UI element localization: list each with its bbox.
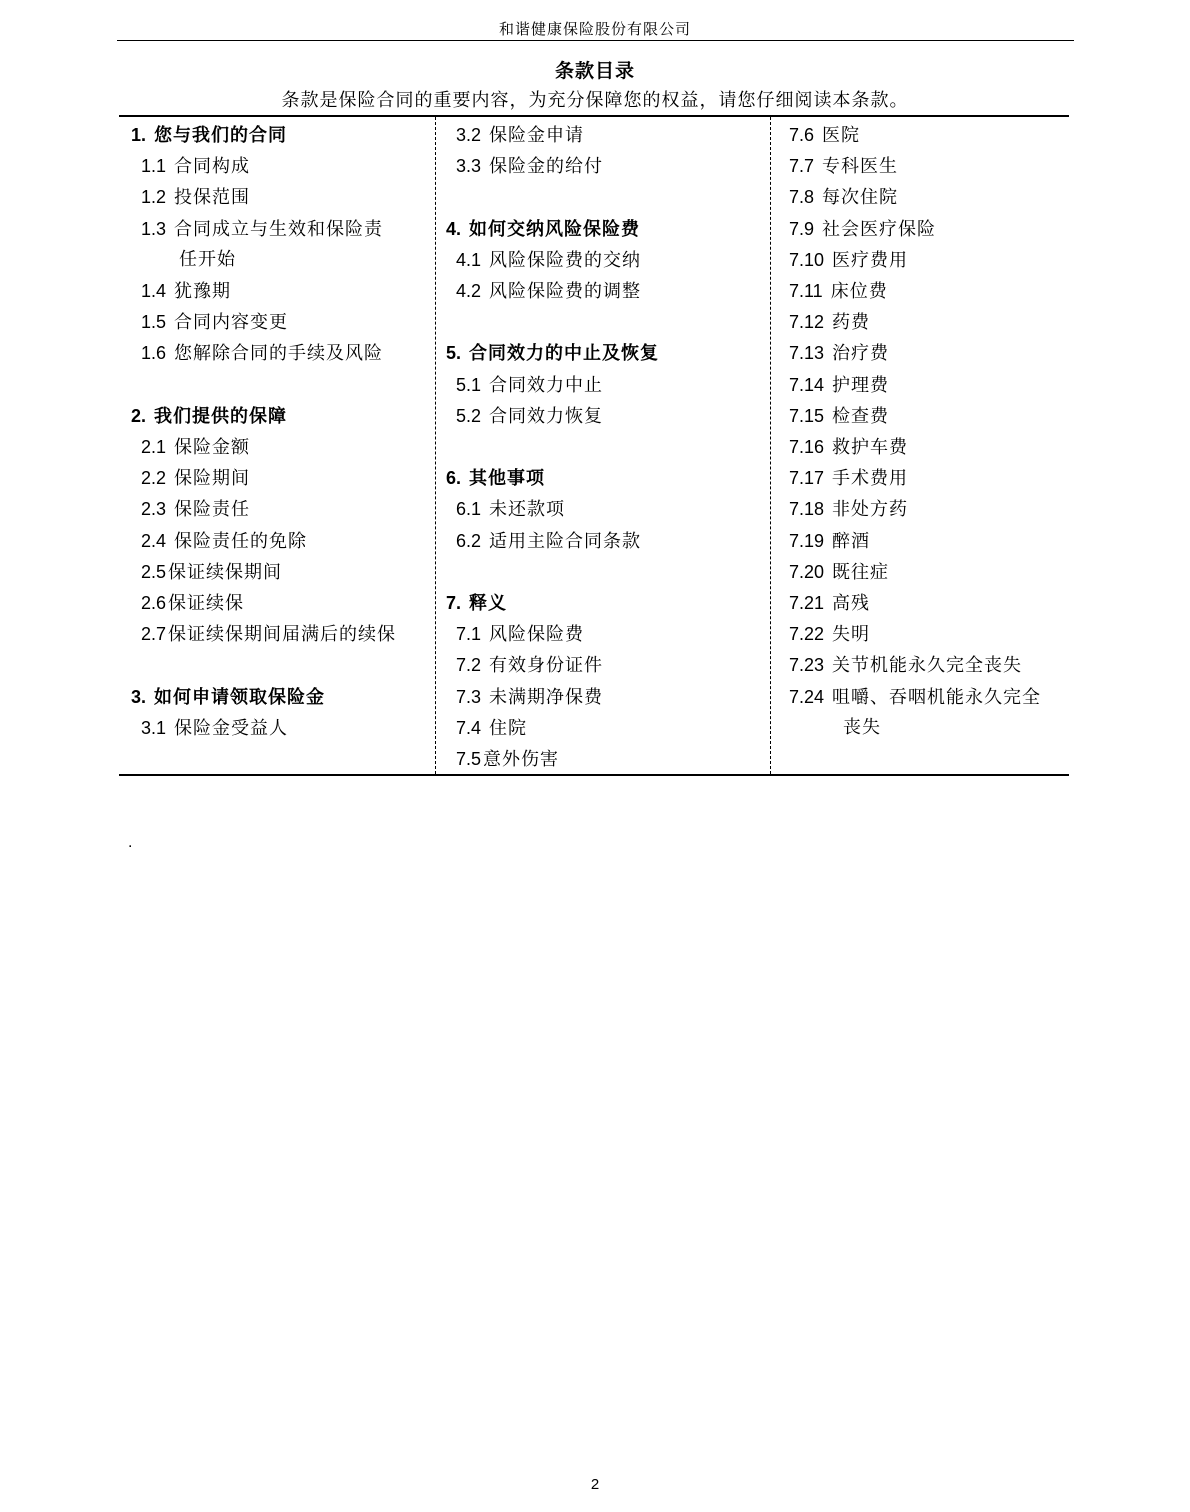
toc-entry-label: 合同效力的中止及恢复 [469, 343, 660, 365]
toc-entry-number: 2.4 [141, 530, 167, 551]
toc-entry [141, 530, 307, 553]
toc-entry-label: 任开始 [179, 248, 236, 270]
toc-entry-number: 1.6 [141, 343, 167, 364]
toc-entry [456, 748, 559, 771]
toc-entry-number: 1.3 [141, 218, 167, 239]
toc-entry-label: 非处方药 [832, 499, 909, 521]
toc-entry-number: 7.24 [789, 686, 825, 707]
toc-entry [789, 686, 1041, 709]
toc-column-1 [119, 117, 435, 774]
toc-section-heading [446, 218, 640, 241]
toc-entry-label: 合同效力中止 [489, 374, 604, 396]
toc-entry-number: 4.1 [456, 249, 482, 270]
toc-entry [789, 592, 870, 615]
toc-entry-label: 您解除合同的手续及风险 [174, 343, 384, 365]
toc-entry-label: 药费 [832, 312, 871, 334]
toc-entry-number: 7.10 [789, 249, 825, 270]
toc-title: 条款目录 [554, 60, 635, 82]
toc-entry [141, 561, 282, 584]
toc-entry-label: 投保范围 [174, 187, 251, 209]
toc-entry-label: 保险金受益人 [174, 717, 289, 739]
toc-entry [179, 249, 236, 271]
toc-entry [789, 530, 870, 553]
toc-entry-number: 7.2 [456, 655, 482, 676]
toc-entry [456, 654, 603, 677]
toc-entry-label: 保证续保期间届满后的续保 [168, 624, 397, 646]
toc-entry-number: 5. [446, 343, 462, 364]
toc-entry-label: 您与我们的合同 [154, 125, 288, 146]
toc-entry-label: 保险金申请 [489, 125, 585, 146]
toc-entry [141, 311, 288, 334]
toc-entry [789, 311, 870, 334]
toc-entry-label: 床位费 [830, 281, 888, 302]
toc-entry-label: 医疗费用 [832, 249, 909, 271]
toc-entry-label: 风险保险费 [489, 624, 585, 646]
toc-entry-label: 其他事项 [469, 468, 546, 490]
toc-entry-label: 手术费用 [832, 468, 909, 490]
toc-entry-label: 关节机能永久完全丧失 [832, 655, 1023, 677]
toc-entry-label: 适用主险合同条款 [489, 530, 642, 552]
toc-entry-number: 1.4 [141, 281, 167, 301]
toc-entry-number: 4.2 [456, 281, 482, 301]
toc-entry-label: 保险金额 [174, 437, 251, 458]
toc-entry-number: 6.2 [456, 530, 482, 551]
toc-column-2 [435, 117, 771, 774]
toc-entry-label: 医院 [822, 125, 861, 146]
toc-entry [141, 467, 250, 490]
toc-entry [141, 717, 288, 740]
toc-entry-number: 7.14 [789, 374, 825, 395]
toc-entry-number: 7.20 [789, 561, 825, 582]
toc-entry-label: 既往症 [832, 561, 890, 583]
toc-entry-number: 2.7 [141, 624, 167, 645]
toc-entry-label: 如何交纳风险保险费 [469, 218, 641, 240]
toc-entry [789, 374, 889, 397]
toc-entry [789, 623, 870, 646]
toc-entry-number: 7.4 [456, 717, 482, 738]
toc-section-heading [131, 124, 287, 147]
toc-entry-label: 有效身份证件 [489, 655, 604, 677]
toc-entry-label: 检查费 [832, 405, 890, 427]
toc-entry-label: 护理费 [832, 374, 890, 396]
toc-entry-label: 保证续保 [168, 593, 245, 614]
toc-entry [141, 342, 383, 365]
toc-entry-number: 2. [131, 405, 147, 426]
toc-entry-number: 7.7 [789, 156, 815, 177]
toc-entry-label: 风险保险费的调整 [489, 281, 642, 302]
toc-entry-number: 7.5 [456, 749, 482, 769]
toc-entry-label: 治疗费 [832, 343, 890, 365]
toc-entry [789, 249, 908, 272]
toc-entry-number: 7.15 [789, 405, 825, 426]
toc-entry-number: 3. [131, 686, 147, 707]
toc-entry-label: 合同效力恢复 [489, 405, 604, 427]
header-rule [117, 40, 1074, 41]
toc-entry [789, 654, 1022, 677]
page-header-company: 和谐健康保险股份有限公司 [498, 20, 691, 38]
toc-entry [141, 623, 396, 646]
toc-entry-label: 保证续保期间 [168, 561, 283, 583]
toc-entry-label: 保险责任 [174, 499, 251, 521]
toc-entry-number: 7.16 [789, 437, 825, 457]
toc-entry-label: 合同成立与生效和保险责 [174, 218, 384, 240]
toc-entry-number: 7.6 [789, 125, 815, 145]
toc-entry-number: 7.8 [789, 187, 815, 208]
toc-entry [141, 218, 383, 241]
toc-entry-label: 我们提供的保障 [154, 405, 288, 427]
toc-entry-number: 6. [446, 468, 462, 489]
toc-entry [456, 155, 603, 178]
toc-entry-number: 7.1 [456, 624, 482, 645]
toc-entry-label: 风险保险费的交纳 [489, 249, 642, 271]
toc-entry-number: 1.2 [141, 187, 167, 208]
toc-entry [141, 498, 250, 521]
toc-entry-number: 7.13 [789, 343, 825, 364]
toc-entry-number: 2.1 [141, 437, 167, 457]
toc-column-3 [770, 117, 1070, 774]
toc-entry-label: 未还款项 [489, 499, 566, 521]
toc-entry [456, 623, 584, 646]
toc-entry-label: 每次住院 [822, 187, 899, 209]
toc-entry [789, 405, 889, 428]
toc-entry [789, 436, 908, 459]
toc-entry [456, 405, 603, 428]
toc-entry-label: 保险责任的免除 [174, 530, 308, 552]
toc-entry [141, 280, 231, 303]
toc-entry-number: 5.1 [456, 374, 482, 395]
toc-entry-number: 2.2 [141, 468, 167, 489]
toc-entry [141, 436, 250, 459]
toc-entry-number: 7.18 [789, 499, 825, 520]
toc-entry-number: 5.2 [456, 405, 482, 426]
toc-section-heading [131, 405, 287, 428]
toc-entry [456, 686, 603, 709]
toc-entry-label: 意外伤害 [483, 749, 560, 770]
toc-entry-number: 2.6 [141, 593, 167, 613]
toc-entry [789, 155, 898, 178]
toc-entry-label: 合同内容变更 [174, 312, 289, 334]
page-number: 2 [590, 1476, 600, 1493]
toc-entry-label: 保险金的给付 [489, 156, 604, 178]
toc-entry-number: 3.3 [456, 156, 482, 177]
toc-entry [456, 280, 641, 303]
toc-entry [789, 280, 888, 303]
toc-entry-number: 1.5 [141, 312, 167, 333]
toc-table [119, 115, 1069, 776]
toc-entry [843, 717, 881, 739]
toc-entry-number: 3.1 [141, 717, 167, 738]
toc-entry-number: 7.12 [789, 312, 825, 333]
toc-entry-label: 咀嚼、吞咽机能永久完全 [832, 686, 1042, 708]
toc-entry-number: 7.22 [789, 624, 825, 645]
toc-entry [456, 498, 565, 521]
toc-entry [456, 717, 527, 740]
toc-section-heading [446, 592, 507, 615]
toc-section-heading [446, 342, 659, 365]
toc-entry-label: 高残 [832, 593, 871, 614]
toc-entry [789, 561, 889, 584]
toc-entry [141, 155, 250, 178]
toc-entry-label: 失明 [832, 624, 871, 646]
toc-subtitle: 条款是保险合同的重要内容，为充分保障您的权益，请您仔细阅读本条款。 [281, 90, 909, 111]
toc-entry [789, 498, 908, 521]
toc-entry-label: 如何申请领取保险金 [154, 686, 326, 708]
toc-entry-number: 2.3 [141, 499, 167, 520]
toc-entry-label: 救护车费 [832, 437, 909, 458]
toc-entry [789, 124, 860, 147]
toc-entry-label: 专科医生 [822, 156, 899, 178]
toc-entry [456, 249, 641, 272]
toc-entry-label: 合同构成 [174, 156, 251, 178]
toc-entry [789, 218, 936, 241]
toc-entry-label: 未满期净保费 [489, 686, 604, 708]
toc-entry-number: 7.17 [789, 468, 825, 489]
toc-entry-label: 住院 [489, 717, 528, 739]
toc-entry-label: 醉酒 [832, 530, 871, 552]
toc-entry-number: 3.2 [456, 125, 482, 145]
toc-entry [789, 467, 908, 490]
toc-entry [789, 342, 889, 365]
toc-section-heading [446, 467, 545, 490]
toc-entry-number: 1. [131, 125, 147, 145]
stray-dot: . [128, 834, 133, 851]
toc-entry [141, 592, 244, 615]
toc-entry-number: 4. [446, 218, 462, 239]
toc-entry-number: 7.11 [789, 281, 823, 301]
toc-entry [456, 530, 641, 553]
toc-entry [141, 186, 250, 209]
toc-entry-label: 社会医疗保险 [822, 218, 937, 240]
toc-entry [456, 124, 584, 147]
toc-entry [456, 374, 603, 397]
toc-section-heading [131, 686, 325, 709]
toc-entry-label: 释义 [469, 593, 508, 614]
toc-entry-number: 7.19 [789, 530, 825, 551]
toc-entry-number: 6.1 [456, 499, 482, 520]
toc-entry [789, 186, 898, 209]
toc-entry-number: 7.21 [789, 593, 825, 613]
toc-entry-number: 7. [446, 593, 462, 613]
toc-entry-label: 犹豫期 [174, 281, 232, 302]
toc-entry-number: 7.23 [789, 655, 825, 676]
toc-entry-label: 丧失 [843, 716, 881, 738]
toc-entry-number: 7.3 [456, 686, 482, 707]
toc-entry-number: 2.5 [141, 561, 167, 582]
toc-entry-number: 1.1 [141, 156, 167, 177]
toc-entry-number: 7.9 [789, 218, 815, 239]
toc-entry-label: 保险期间 [174, 468, 251, 490]
